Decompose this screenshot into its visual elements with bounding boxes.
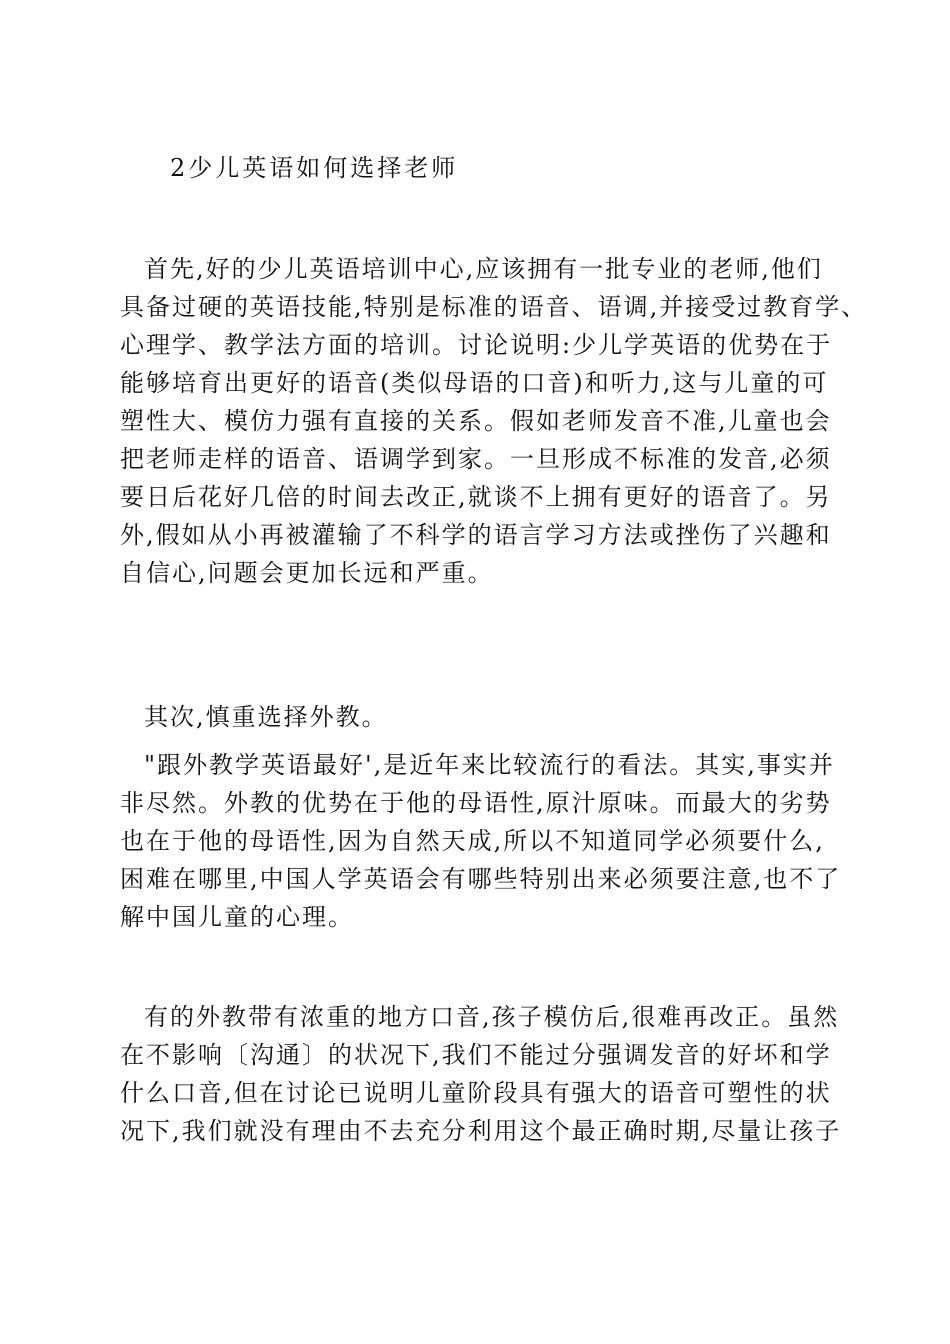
paragraph-accent-issue	[120, 998, 840, 1150]
paragraph-line: 心理学、教学法方面的培训。讨论说明:少儿学英语的优势在于	[120, 331, 833, 359]
paragraph-line: 自信心,问题会更加长远和严重。	[120, 559, 494, 587]
paragraph-line: 困难在哪里,中国人学英语会有哪些特别出来必须要注意,也不了	[120, 865, 842, 893]
paragraph-line: 塑性大、模仿力强有直接的关系。假如老师发音不准,儿童也会	[120, 407, 832, 435]
paragraph-line: "跟外教学英语最好',是近年来比较流行的看法。其实,事实并	[144, 751, 835, 779]
paragraph-line: 也在于他的母语性,因为自然天成,所以不知道同学必须要什么,	[120, 827, 825, 855]
paragraph-line: 有的外教带有浓重的地方口音,孩子模仿后,很难再改正。虽然	[144, 1003, 840, 1031]
paragraph-line: 况下,我们就没有理由不去充分利用这个最正确时期,尽量让孩子	[120, 1117, 842, 1145]
paragraph-line: 要日后花好几倍的时间去改正,就谈不上拥有更好的语音了。另	[120, 483, 832, 511]
paragraph-teachers-quality	[120, 250, 868, 592]
paragraph-line: 解中国儿童的心理。	[120, 903, 354, 931]
paragraph-foreign-teacher-pros-cons	[120, 746, 840, 936]
paragraph-line: 非尽然。外教的优势在于他的母语性,原汁原味。而最大的劣势	[120, 789, 832, 817]
section-heading: 2少儿英语如何选择老师	[170, 154, 459, 182]
paragraph-line: 外,假如从小再被灌输了不科学的语言学习方法或挫伤了兴趣和	[120, 521, 832, 549]
paragraph-line: 其次,慎重选择外教。	[144, 703, 388, 731]
paragraph-line: 首先,好的少儿英语培训中心,应该拥有一批专业的老师,他们	[144, 255, 823, 283]
paragraph-line: 具备过硬的英语技能,特别是标准的语音、语调,并接受过教育学、	[120, 293, 868, 321]
paragraph-line: 什么口音,但在讨论已说明儿童阶段具有强大的语音可塑性的状	[120, 1079, 832, 1107]
paragraph-line: 把老师走样的语音、语调学到家。一旦形成不标准的发音,必须	[120, 445, 832, 473]
paragraph-foreign-teacher-intro	[120, 698, 840, 736]
paragraph-line: 在不影响〔沟通〕的状况下,我们不能过分强调发音的好坏和学	[120, 1041, 832, 1069]
paragraph-line: 能够培育出更好的语音(类似母语的口音)和听力,这与儿童的可	[120, 369, 829, 397]
